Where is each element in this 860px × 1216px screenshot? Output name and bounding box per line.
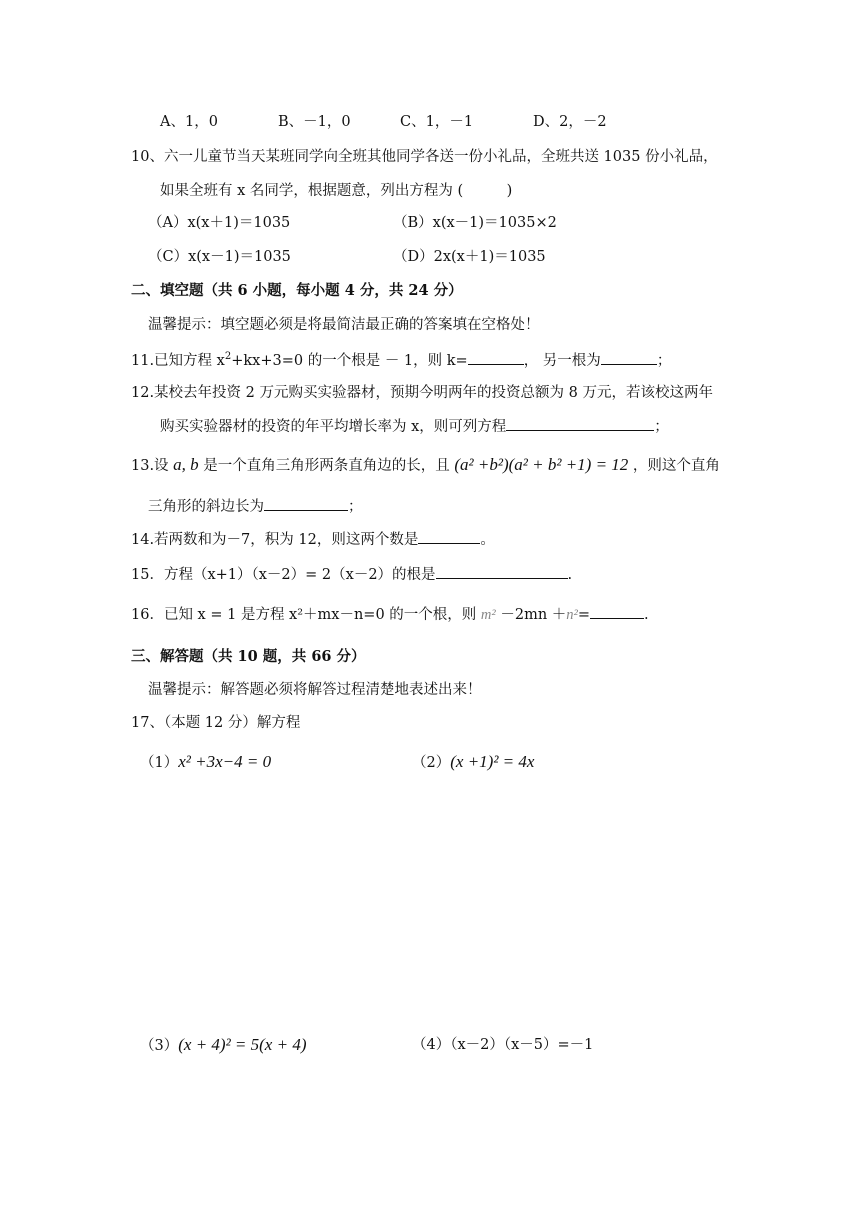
q13-post: ，则这个直角 xyxy=(632,458,720,474)
q10-line2: 如果全班有 x 名同学，根据题意，列出方程为 ( ) xyxy=(160,183,513,199)
q15-blank[interactable] xyxy=(436,563,568,579)
q11-mid2: ， 另一根为 xyxy=(523,353,601,369)
q17-p3-label: （3） xyxy=(140,1038,179,1054)
q17-part4: （4）（x－2）（x－5）=－1 xyxy=(412,1037,594,1053)
q13-line2-wrap xyxy=(148,495,363,517)
section2-heading: 二、填空题（共 6 小题，每小题 4 分，共 24 分） xyxy=(131,282,463,299)
q12-line1: 12.某校去年投资 2 万元购买实验器材，预期今明两年的投资总额为 8 万元，若该校这两年 xyxy=(131,385,713,401)
q13-line2: 三角形的斜边长为 xyxy=(148,499,264,515)
q10-option-c: （C）x(x－1)＝1035 xyxy=(148,249,291,265)
q11-end: ； xyxy=(656,353,672,369)
section3-heading: 三、解答题（共 10 题，共 66 分） xyxy=(131,648,366,665)
q17-part1 xyxy=(140,752,271,773)
q11-mid: +kx+3=0 的一个根是 － 1，则 k= xyxy=(231,353,468,369)
q14-blank[interactable] xyxy=(418,528,480,544)
q17-p2-label: （2） xyxy=(412,755,451,771)
section2-tip: 温馨提示：填空题必须是将最简洁最正确的答案填在空格处！ xyxy=(148,317,540,333)
q9-option-c: C、1，－1 xyxy=(400,114,474,130)
q12-blank[interactable] xyxy=(506,415,654,431)
q9-option-a: A、1，0 xyxy=(160,114,218,130)
q17-p1-equation: x² +3x−4 = 0 xyxy=(178,752,272,771)
q14 xyxy=(131,528,495,550)
q11-blank-k[interactable] xyxy=(468,349,524,365)
q17-part2 xyxy=(412,752,534,773)
q13-line1 xyxy=(131,455,720,476)
q11-pre: 11.已知方程 x xyxy=(131,353,225,369)
q14-text: 14.若两数和为－7，积为 12，则这两个数是 xyxy=(131,532,419,548)
q16-end: . xyxy=(644,607,649,623)
q16-n2: n² xyxy=(566,607,578,623)
q13-vars: a, b xyxy=(173,455,199,474)
q16-pre: 16．已知 x = 1 是方程 x²＋mx－n=0 的一个根，则 xyxy=(131,607,477,623)
q17-p2-equation: (x +1)² = 4x xyxy=(450,752,535,771)
q16 xyxy=(131,603,649,625)
q17-part3 xyxy=(140,1035,306,1056)
q17-p3-equation: (x + 4)² = 5(x + 4) xyxy=(178,1035,307,1054)
section3-tip: 温馨提示：解答题必须将解答过程清楚地表述出来！ xyxy=(148,682,482,698)
q9-option-d: D、2，－2 xyxy=(533,114,607,130)
q12-end: ； xyxy=(654,419,669,435)
q15 xyxy=(131,563,572,585)
q15-text: 15．方程（x+1）（x－2）= 2（x－2）的根是 xyxy=(131,567,436,583)
q13-end: ； xyxy=(348,499,363,515)
q14-end: 。 xyxy=(480,532,495,548)
q17-p1-label: （1） xyxy=(140,755,179,771)
q13-formula: (a² +b²)(a² + b² +1) = 12 xyxy=(454,455,629,474)
q11-blank-root[interactable] xyxy=(601,349,657,365)
q10-option-d: （D）2x(x＋1)＝1035 xyxy=(393,249,546,265)
q11 xyxy=(131,349,671,371)
q10-option-b: （B）x(x－1)＝1035×2 xyxy=(393,215,557,231)
q17-title: 17、（本题 12 分）解方程 xyxy=(131,715,301,731)
q15-end: . xyxy=(567,567,573,583)
q13-pre: 13.设 xyxy=(131,458,169,474)
q12-line2: 购买实验器材的投资的年平均增长率为 x，则可列方程 xyxy=(160,419,507,435)
q11-sup: 2 xyxy=(224,351,232,362)
q16-blank[interactable] xyxy=(590,603,644,619)
q13-mid: 是一个直角三角形两条直角边的长，且 xyxy=(203,458,450,474)
q16-eq: = xyxy=(577,607,591,623)
q9-option-b: B、－1，0 xyxy=(278,114,351,130)
q16-mid: －2mn ＋ xyxy=(500,607,567,623)
q10-line1: 10、六一儿童节当天某班同学向全班其他同学各送一份小礼品，全班共送 1035 份小礼品， xyxy=(131,149,718,165)
q13-blank[interactable] xyxy=(264,495,348,511)
q12-line2-wrap xyxy=(160,415,669,437)
q10-option-a: （A）x(x＋1)＝1035 xyxy=(148,215,291,231)
q16-m2: m² xyxy=(480,607,496,623)
